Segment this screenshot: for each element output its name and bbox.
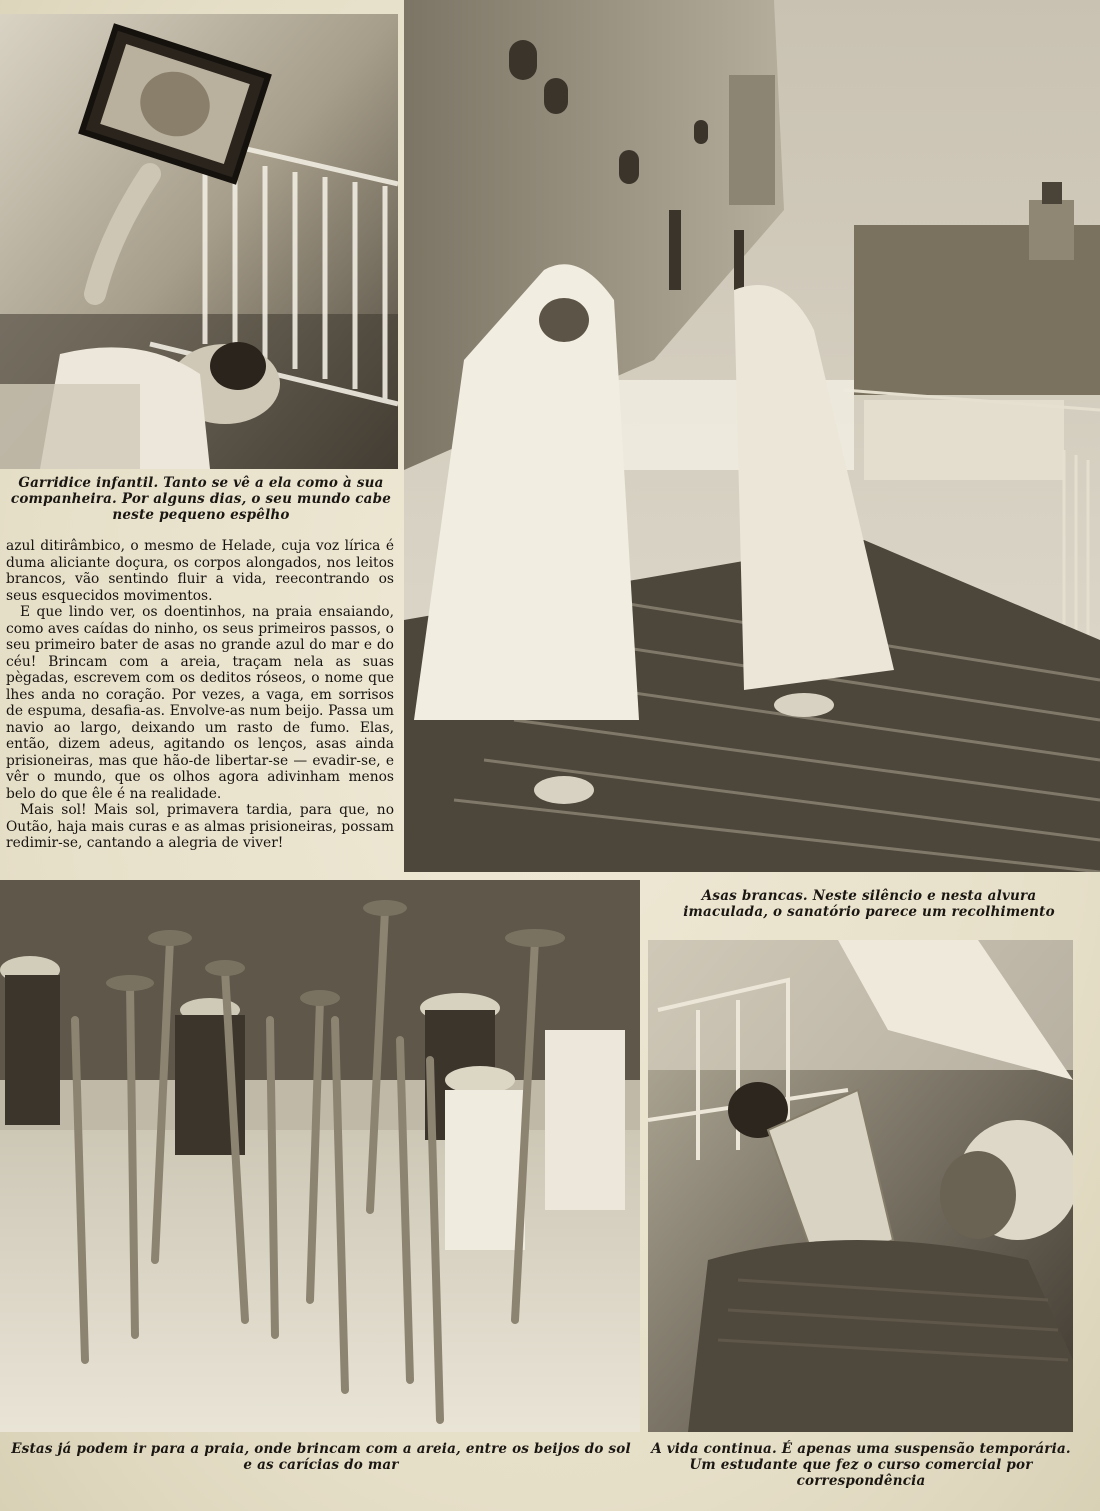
article-paragraph: azul ditirâmbico, o mesmo de Helade, cuja voz lírica é duma aliciante doçura, os corpos alongados, nos leitos brancos, vão sentindo fluir a vida, reecontrando os seus esquecidos movimentos. xyxy=(6,538,394,604)
photo-child-with-mirror xyxy=(0,14,398,469)
article-paragraph: E que lindo ver, os doentinhos, na praia ensaiando, como aves caídas do ninho, os seus primeiros passos, o seu primeiro bater de asas no grande azul do mar e do céu! Brincam com a areia, traçam nela as suas pègadas, escrevem com os deditos róseos, o nome que lhes anda no coração. Por vezes, a vaga, em sorrisos de espuma, desafia-as. Envolve-as num beijo. Passa um navio ao largo, deixando um rasto de fumo. Elas, então, dizem adeus, agitando os lenços, asas ainda prisioneiras, mas que hão-de libertar-se — evadir-se, e vêr o mundo, que os olhos agora adivinham menos belo do que êle é na realidade. xyxy=(6,604,394,802)
photo-student-reading xyxy=(648,940,1073,1432)
caption-student-photo: A vida continua. É apenas uma suspensão temporária. Um estudante que fez o curso comercial por correspondência xyxy=(651,1441,1071,1489)
article-paragraph: Mais sol! Mais sol, primavera tardia, para que, no Outão, haja mais curas e as almas prisioneiras, possam redimir-se, cantando a alegria de viver! xyxy=(6,802,394,851)
photo-beach-crutches xyxy=(0,880,640,1432)
photo-nuns-on-balcony xyxy=(404,0,1100,872)
caption-beach-photo: Estas já podem ir para a praia, onde brincam com a areia, entre os beijos do sol e as carícias do mar xyxy=(11,1441,631,1473)
article-text xyxy=(6,538,394,852)
caption-mirror-photo: Garridice infantil. Tanto se vê a ela como à sua companheira. Por alguns dias, o seu mundo cabe neste pequeno espêlho xyxy=(10,475,392,523)
caption-nuns-photo: Asas brancas. Neste silêncio e nesta alvura imaculada, o sanatório parece um recolhimento xyxy=(683,888,1055,920)
